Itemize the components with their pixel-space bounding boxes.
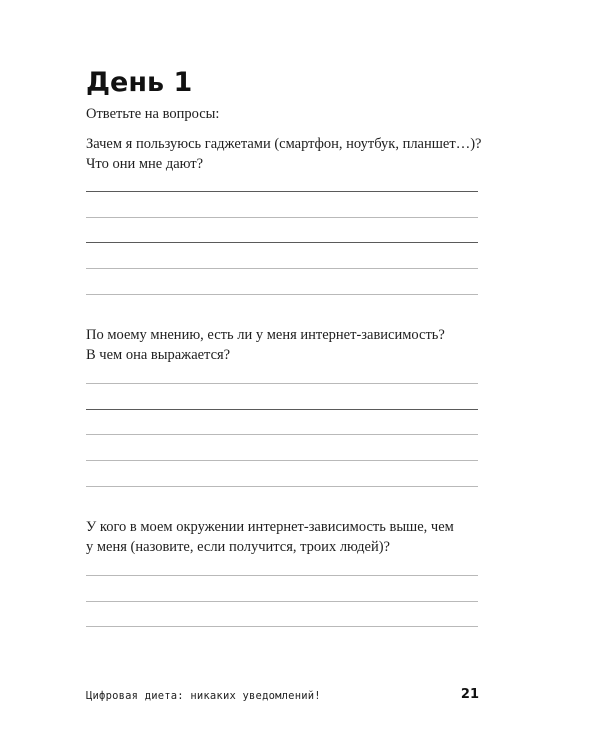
question-1	[86, 134, 486, 174]
answer-line[interactable]	[86, 460, 478, 461]
question-3	[86, 517, 486, 557]
question-2-line-2: В чем она выражается?	[86, 347, 231, 363]
answer-line[interactable]	[86, 601, 478, 602]
question-2-line-1: По моему мнению, есть ли у меня интернет-зависимость?	[86, 327, 445, 343]
answer-line[interactable]	[86, 486, 478, 487]
page-title: День 1	[86, 67, 193, 98]
question-2	[86, 325, 486, 365]
question-3-line-1: У кого в моем окружении интернет-зависимость выше, чем	[86, 519, 454, 535]
book-title-footer: Цифровая диета: никаких уведомлений!	[86, 690, 321, 702]
answer-line[interactable]	[86, 217, 478, 218]
page-number: 21	[460, 687, 479, 702]
question-1-line-2: Что они мне дают?	[86, 156, 204, 172]
question-1-line-1: Зачем я пользуюсь гаджетами (смартфон, ноутбук, планшет…)?	[86, 136, 482, 152]
answer-line[interactable]	[86, 383, 478, 384]
instructions-text: Ответьте на вопросы:	[86, 106, 220, 122]
answer-line[interactable]	[86, 191, 478, 192]
answer-line[interactable]	[86, 242, 478, 243]
answer-line[interactable]	[86, 434, 478, 435]
answer-line[interactable]	[86, 626, 478, 627]
answer-line[interactable]	[86, 575, 478, 576]
answer-line[interactable]	[86, 294, 478, 295]
answer-line[interactable]	[86, 268, 478, 269]
answer-line[interactable]	[86, 409, 478, 410]
question-3-line-2: у меня (назовите, если получится, троих людей)?	[86, 539, 390, 555]
